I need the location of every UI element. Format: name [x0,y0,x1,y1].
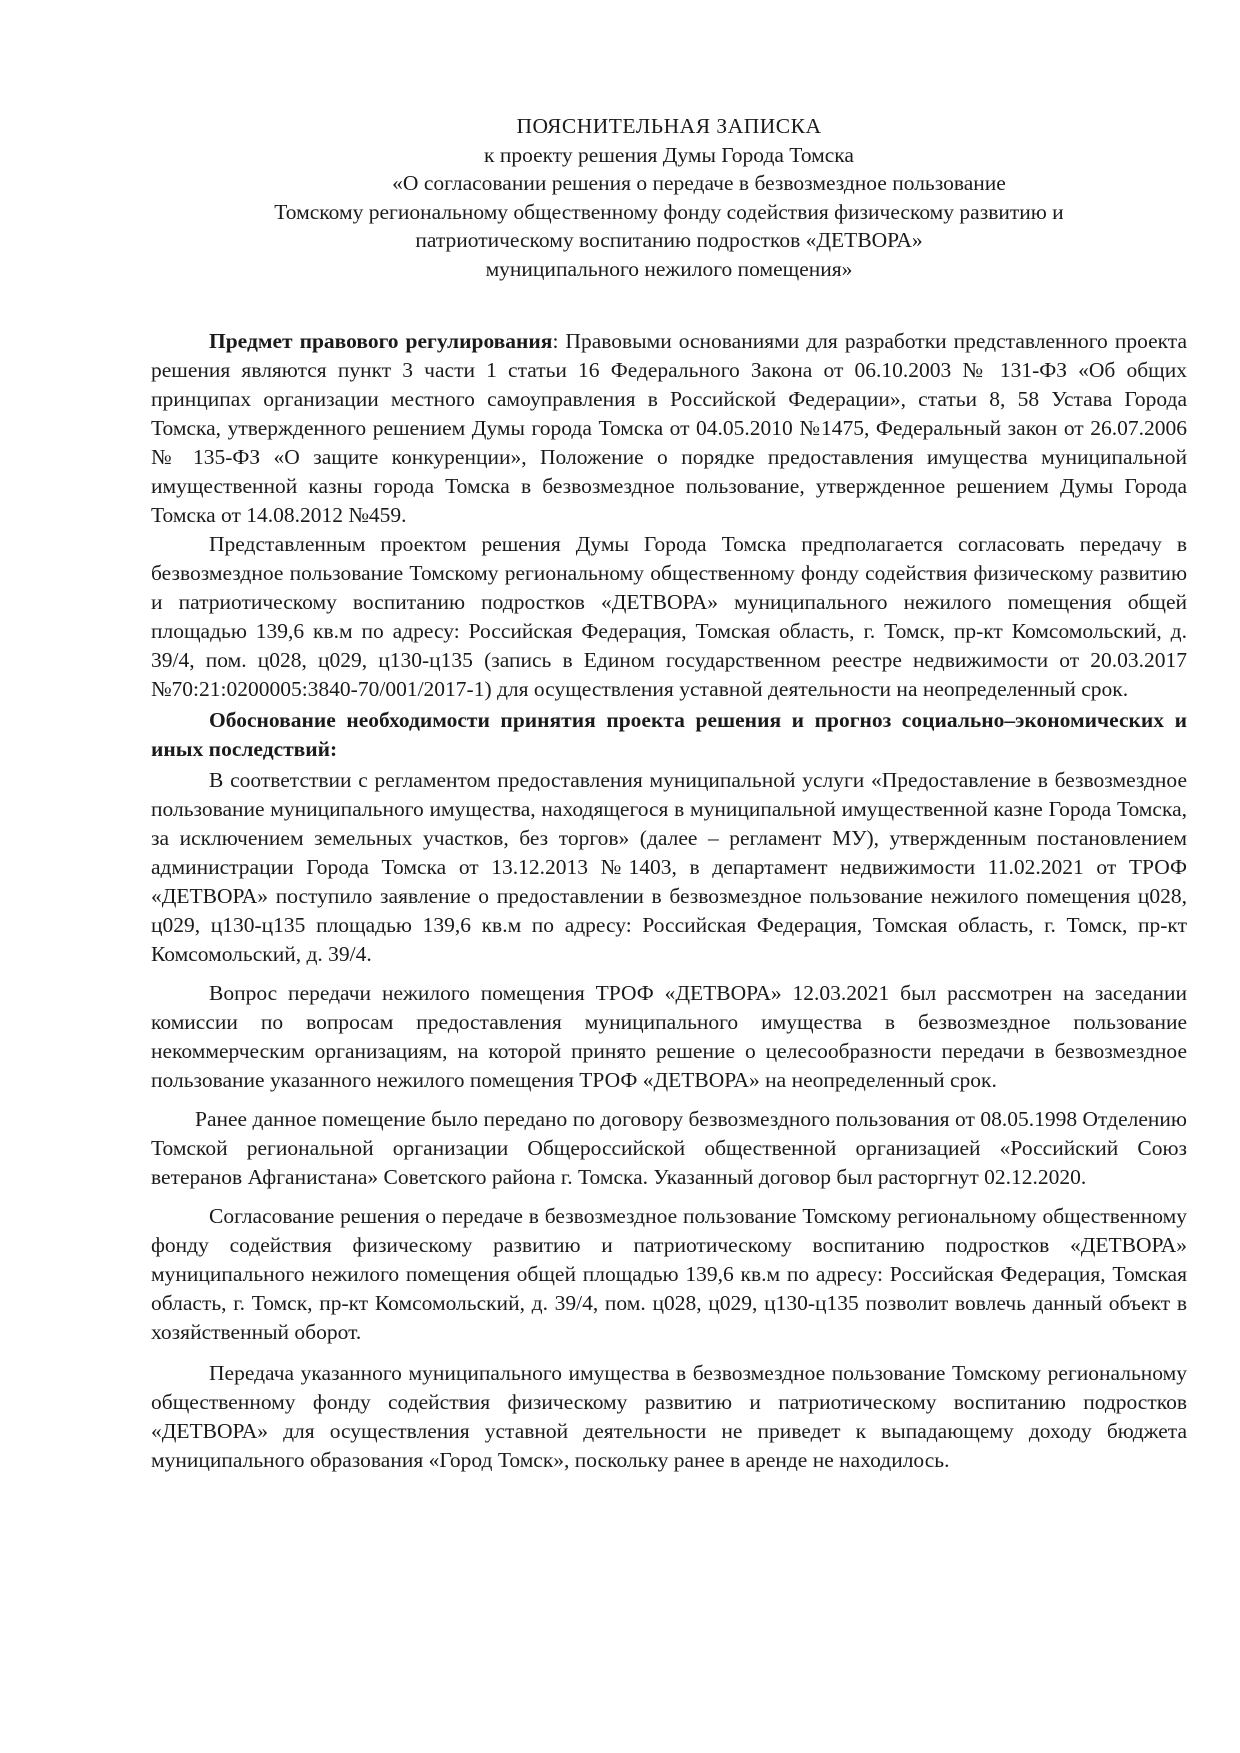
paragraph-approval: Согласование решения о передаче в безвозмездное пользование Томскому региональному общественному фонду содействия физическому развитию и патриотическому воспитанию подростков «ДЕТВОРА» муниципального нежилого помещения общей площадью 139,6 кв.м по адресу: Российская Федерация, Томская область, г. Томск, пр-кт Комсомольский, д. 39/4, пом. ц028, ц029, ц130-ц135 позволит вовлечь данный объект в хозяйственный оборот. [151,1204,1187,1344]
legal-basis-heading: Предмет правового регулирования [209,329,553,353]
header-line: «О согласовании решения о передаче в безвозмездное пользование [392,171,1006,195]
header-line: муниципального нежилого помещения» [485,256,853,281]
header-line: Томскому региональному общественному фонду содействия физическому развитию и [274,199,1064,224]
document-header [151,112,1187,283]
document-body [151,327,1187,1475]
paragraph-commission: Вопрос передачи нежилого помещения ТРОФ «ДЕТВОРА» 12.03.2021 был рассмотрен на заседании комиссии по вопросам предоставления муниципального имущества в безвозмездное пользование некоммерческим организациям, на которой принято решение о целесообразности передачи в безвозмездное пользование указанного нежилого помещения ТРОФ «ДЕТВОРА» на неопределенный срок. [151,981,1187,1092]
header-line: патриотическому воспитанию подростков «ДЕТВОРА» [415,228,923,252]
header-line: к проекту решения Думы Города Томска [484,142,854,167]
document-page [151,112,1187,1475]
document-title: ПОЯСНИТЕЛЬНАЯ ЗАПИСКА [516,114,822,138]
legal-basis-text: : Правовыми основаниями для разработки представленного проекта решения являются пункт 3 части 1 статьи 16 Федерального Закона от 06.10.2003 № 131-ФЗ «Об общих принципах организации местного самоуправления в Российской Федерации», статьи 8, 58 Устава Города Томска, утвержденного решением Думы города Томска от 04.05.2010 №1475, Федеральный закон от 26.07.2006 № 135-ФЗ «О защите конкуренции», Положение о порядке предоставления имущества муниципальной имущественной казны города Томска в безвозмездное пользование, утвержденное решением Думы Города Томска от 14.08.2012 №459. [151,329,1187,527]
paragraph-proposal: Представленным проектом решения Думы Города Томска предполагается согласовать передачу в безвозмездное пользование Томскому региональному общественному фонду содействия физическому развитию и патриотическому воспитанию подростков «ДЕТВОРА» муниципального нежилого помещения общей площадью 139,6 кв.м по адресу: Российская Федерация, Томская область, г. Томск, пр-кт Комсомольский, д. 39/4, пом. ц028, ц029, ц130-ц135 (запись в Едином государственном реестре недвижимости от 20.03.2017 №70:21:0200005:3840-70/001/2017-1) для осуществления уставной деятельности на неопределенный срок. [151,532,1187,701]
justification-heading: Обоснование необходимости принятия проекта решения и прогноз социально–экономических и иных последствий: [151,708,1187,761]
paragraph-previous-contract: Ранее данное помещение было передано по договору безвозмездного пользования от 08.05.1998 Отделению Томской региональной организации Общероссийской общественной организацией «Российский Союз ветеранов Афганистана» Советского района г. Томска. Указанный договор был расторгнут 02.12.2020. [151,1107,1187,1189]
paragraph-regulation: В соответствии с регламентом предоставления муниципальной услуги «Предоставление в безвозмездное пользование муниципального имущества, находящегося в муниципальной имущественной казне Города Томска, за исключением земельных участков, без торгов» (далее – регламент МУ), утвержденным постановлением администрации Города Томска от 13.12.2013 №1403, в департамент недвижимости 11.02.2021 от ТРОФ «ДЕТВОРА» поступило заявление о предоставлении в безвозмездное пользование нежилого помещения ц028, ц029, ц130-ц135 площадью 139,6 кв.м по адресу: Российская Федерация, Томская область, г. Томск, пр-кт Комсомольский, д. 39/4. [151,768,1187,966]
paragraph-legal-basis [151,327,1187,530]
paragraph-budget: Передача указанного муниципального имущества в безвозмездное пользование Томскому региональному общественному фонду содействия физическому развитию и патриотическому воспитанию подростков «ДЕТВОРА» для осуществления уставной деятельности не приведет к выпадающему доходу бюджета муниципального образования «Город Томск», поскольку ранее в аренде не находилось. [151,1361,1187,1472]
